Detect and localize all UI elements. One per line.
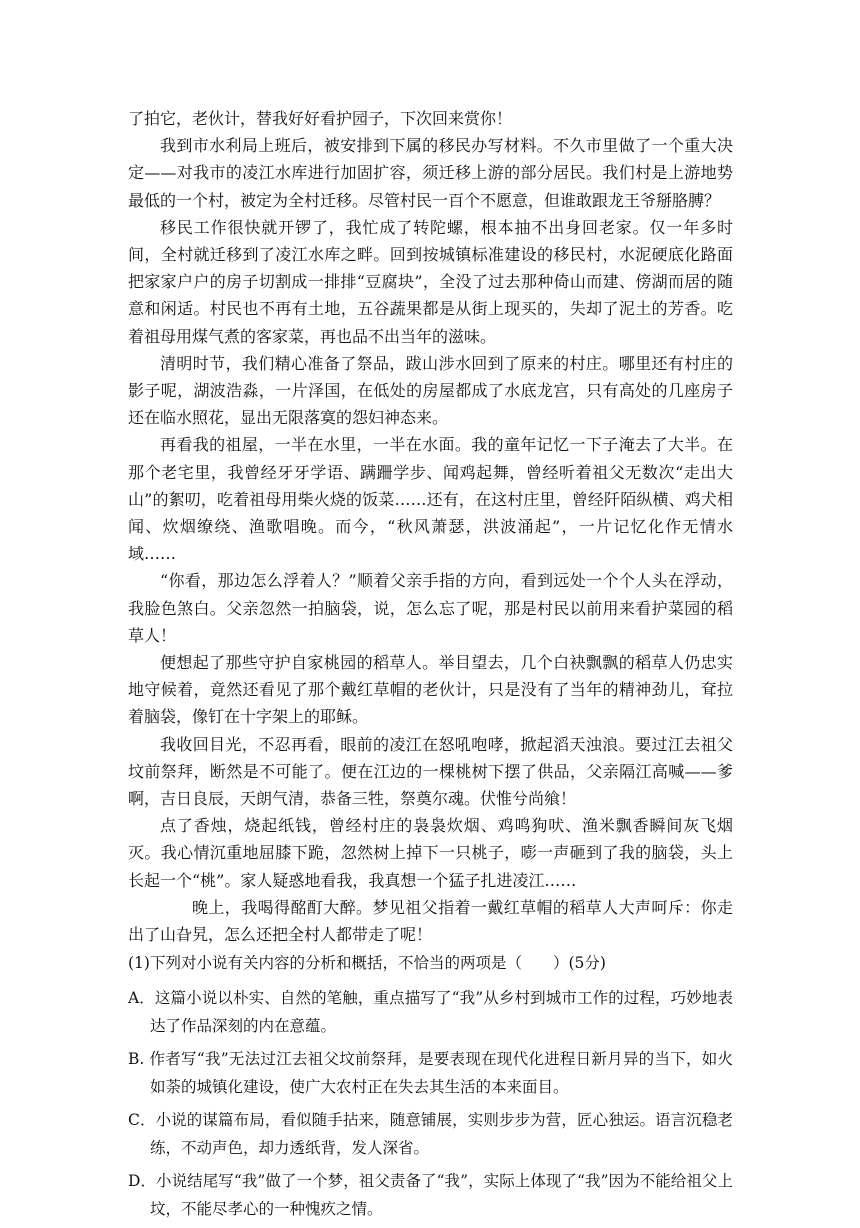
answer-option-a: A．这篇小说以朴实、自然的笔触，重点描写了“我”从乡村到城市工作的过程，巧妙地表达了作品深刻的内在意蕴。: [128, 988, 733, 1035]
answer-option-b: B. 作者写“我”无法过江去祖父坟前祭拜，是要表现在现代化进程日新月异的当下，如火如荼的城镇化建设，使广大农村正在失去其生活的本来面目。: [128, 1049, 733, 1096]
answer-option-c: C．小说的谋篇布局，看似随手拈来，随意铺展，实则步步为营，匠心独运。语言沉稳老练，不动声色，却力透纸背，发人深省。: [128, 1110, 733, 1157]
story-paragraph: 便想起了那些守护自家桃园的稻草人。举目望去，几个白袂飘飘的稻草人仍忠实地守候着，竟然还看见了那个戴红草帽的老伙计，只是没有了当年的精神劲儿，耷拉着脑袋，像钉在十字架上的耶稣。: [128, 653, 733, 727]
story-paragraph: 移民工作很快就开锣了，我忙成了转陀螺，根本抽不出身回老家。仅一年多时间，全村就迁移到了凌江水库之畔。回到按城镇标准建设的移民村，水泥硬底化路面把家家户户的房子切割成一排排“豆腐块”，全没了过去那种倚山而建、傍湖而居的随意和闲适。村民也不再有土地，五谷蔬果都是从街上现买的，失却了泥土的芳香。吃着祖母用煤气煮的客家菜，再也品不出当年的滋味。: [128, 217, 733, 346]
story-paragraph: “你看，那边怎么浮着人？”顺着父亲手指的方向，看到远处一个个人头在浮动，我脸色煞白。父亲忽然一拍脑袋，说，怎么忘了呢，那是村民以前用来看护菜园的稻草人！: [128, 571, 733, 645]
story-paragraph: 点了香烛，烧起纸钱，曾经村庄的袅袅炊烟、鸡鸣狗吠、渔米飘香瞬间灰飞烟灭。我心情沉重地屈膝下跪，忽然树上掉下一只桃子，嘭一声砸到了我的脑袋，头上长起一个“桃”。家人疑惑地看我，我真想一个猛子扎进凌江……: [128, 816, 733, 890]
question-stem: (1)下列对小说有关内容的分析和概括，不恰当的两项是（ ）(5分): [128, 954, 606, 973]
story-paragraph: 我到市水利局上班后，被安排到下属的移民办写材料。不久市里做了一个重大决定——对我市的凌江水库进行加固扩容，须迁移上游的部分居民。我们村是上游地势最低的一个村，被定为全村迁移。尽管村民一百个不愿意，但谁敢跟龙王爷掰胳膊？: [128, 136, 733, 210]
story-paragraph: 晚上，我喝得酩酊大醉。梦见祖父指着一戴红草帽的稻草人大声呵斥：你走出了山旮旯，怎么还把全村人都带走了呢！: [128, 897, 733, 945]
story-paragraph: 清明时节，我们精心准备了祭品，跋山涉水回到了原来的村庄。哪里还有村庄的影子呢，湖波浩淼，一片泽国，在低处的房屋都成了水底龙宫，只有高处的几座房子还在临水照花，显出无限落寞的怨妇神态来。: [128, 353, 733, 428]
story-paragraph: 了拍它，老伙计，替我好好看护园子，下次回来赏你！: [128, 109, 513, 128]
story-paragraph: 我收回目光，不忍再看，眼前的凌江在怒吼咆哮，掀起滔天浊浪。要过江去祖父坟前祭拜，断然是不可能了。便在江边的一棵桃树下摆了供品，父亲隔江高喊——爹啊，吉日良辰，天朗气清，恭备三牲，祭奠尔魂。伏惟兮尚飨！: [128, 734, 733, 809]
answer-option-d: D．小说结尾写“我”做了一个梦，祖父责备了“我”，实际上体现了“我”因为不能给祖父上坟，不能尽孝心的一种愧疚之情。: [128, 1171, 733, 1218]
story-paragraph: 再看我的祖屋，一半在水里，一半在水面。我的童年记忆一下子淹去了大半。在那个老宅里，我曾经牙牙学语、蹒跚学步、闻鸡起舞，曾经听着祖父无数次“走出大山”的絮叨，吃着祖母用柴火烧的饭菜……还有，在这村庄里，曾经阡陌纵横、鸡犬相闻、炊烟缭绕、渔歌唱晚。而今，“秋风萧瑟，洪波涌起”，一片记忆化作无情水域……: [128, 435, 733, 564]
document-body: [128, 105, 733, 1228]
